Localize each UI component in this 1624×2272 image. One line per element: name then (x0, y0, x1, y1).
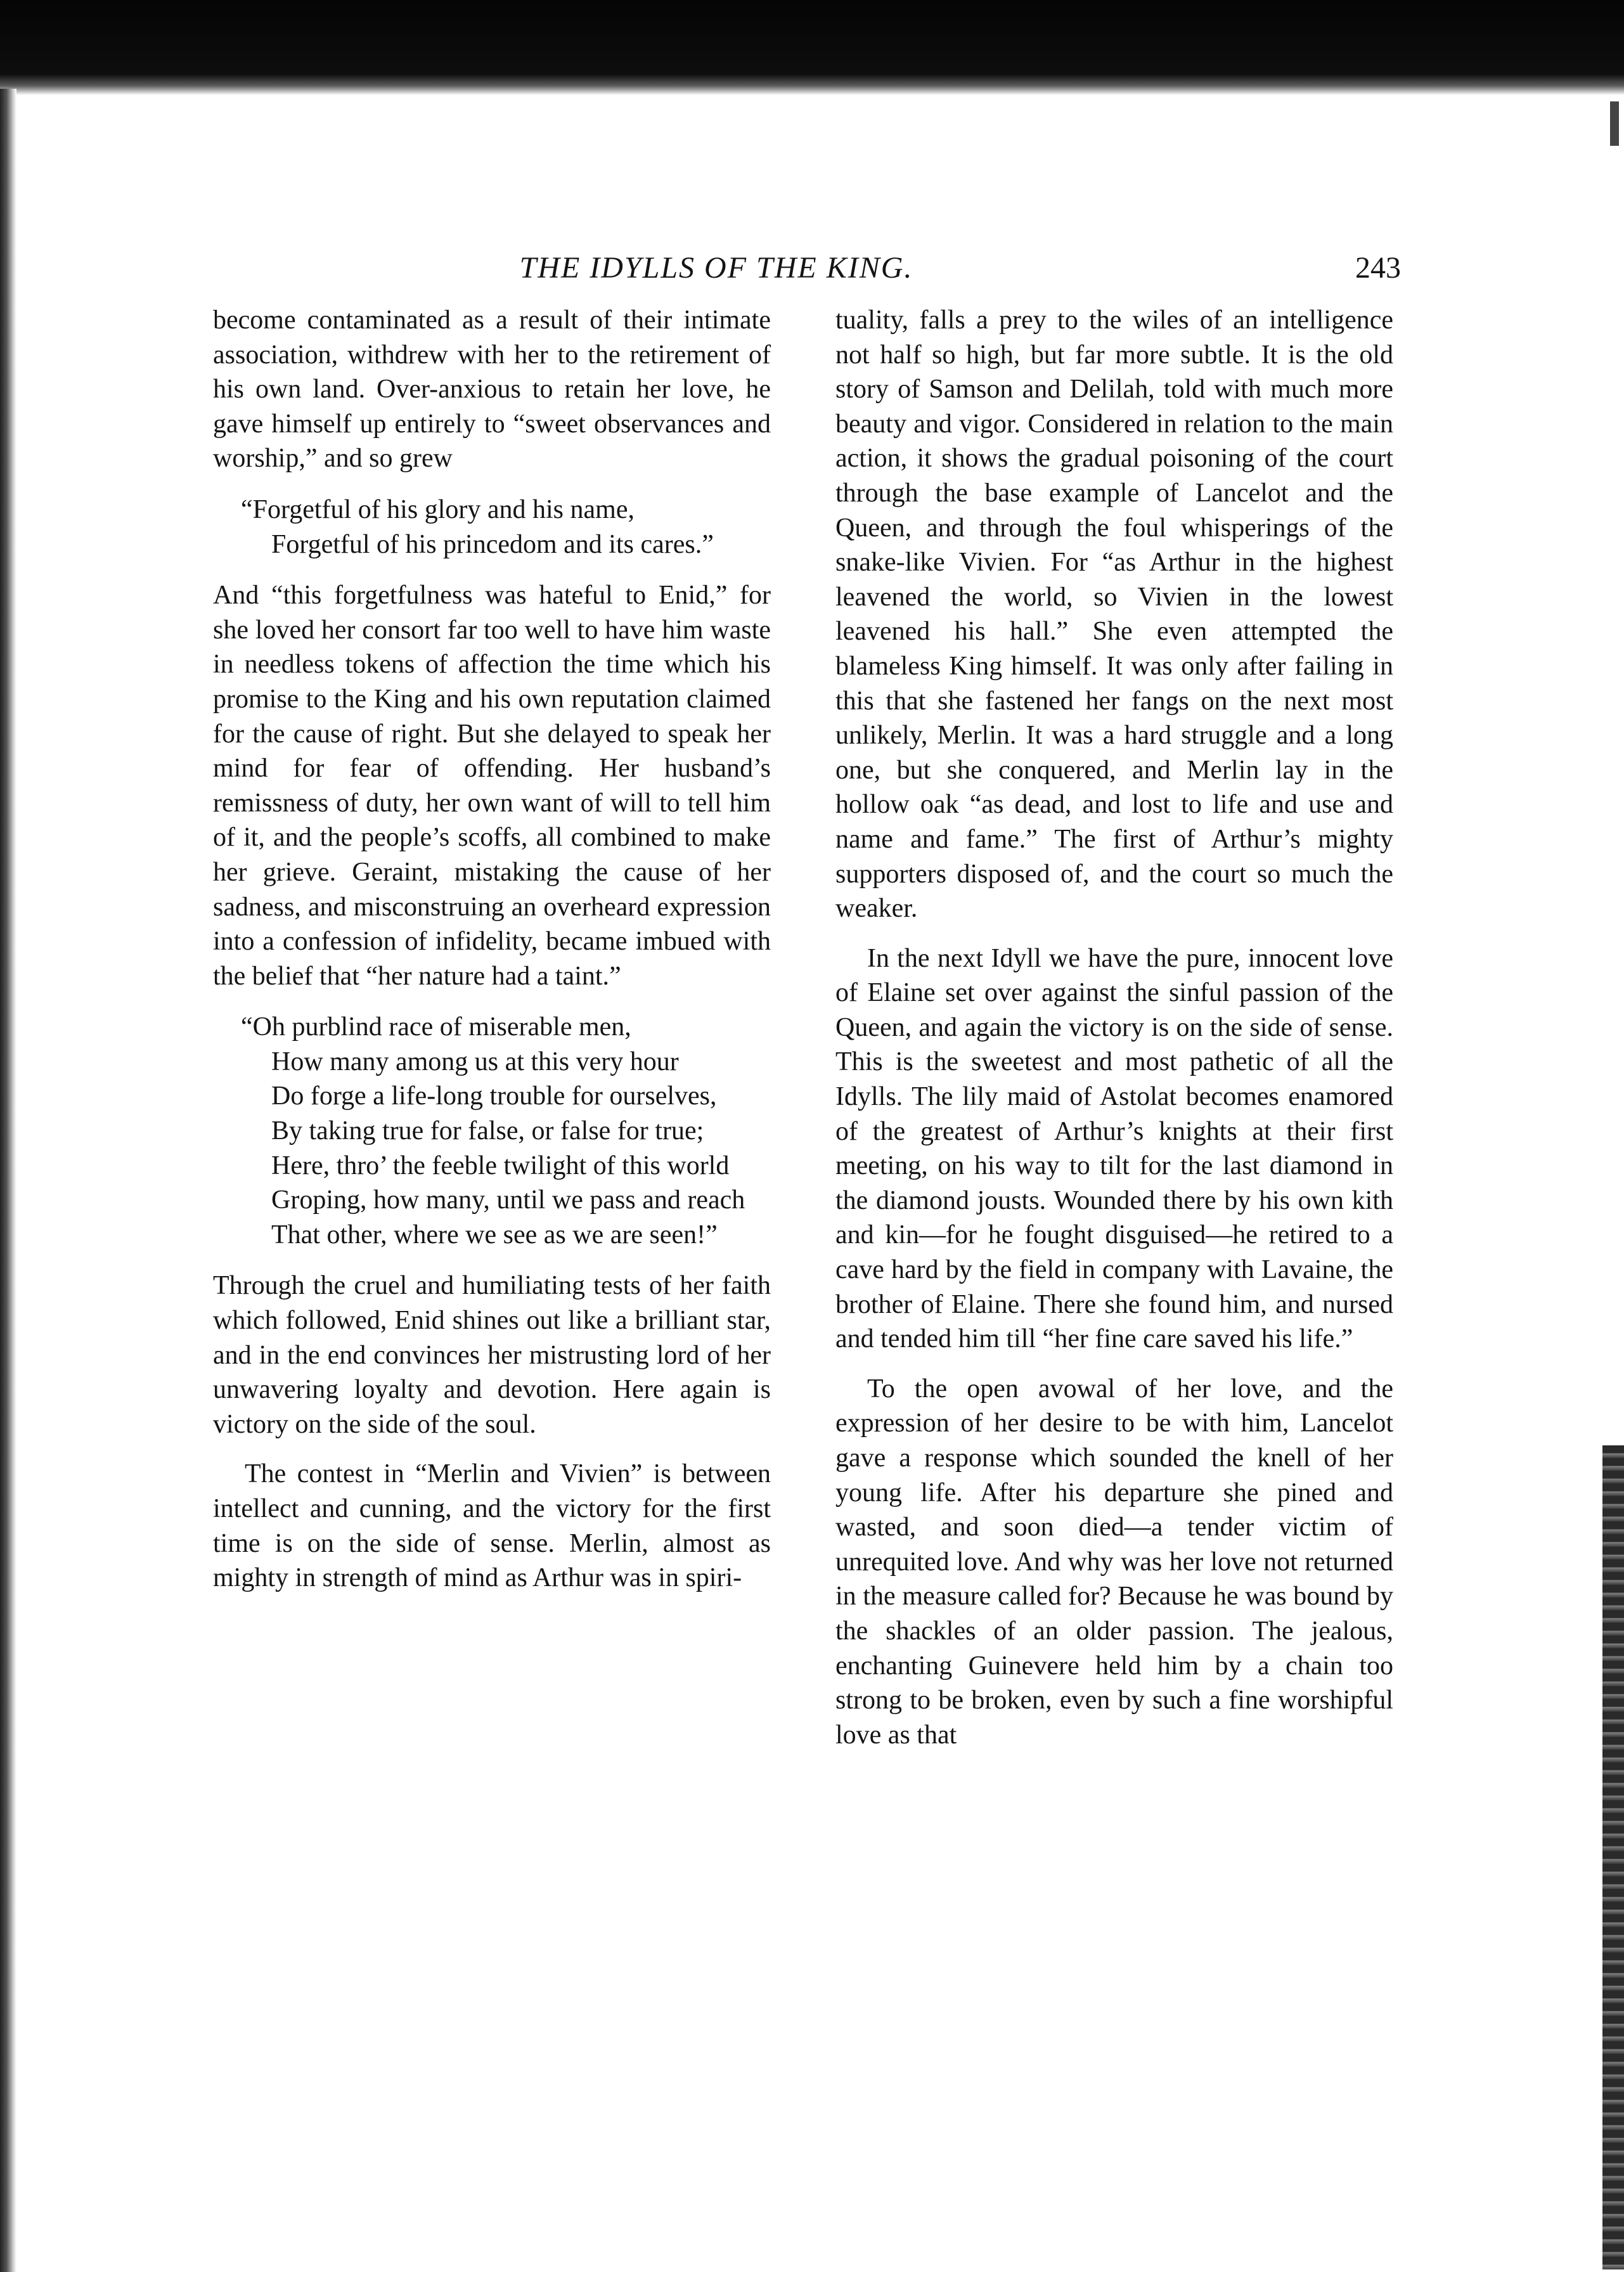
left-paragraph-3: Through the cruel and humiliating tests of her faith which followed, Enid shines out like a brilliant star, and in the end convinces her mistrusting lord of her unwavering loyalty and devotion. Here again is victory on the side of the soul. (213, 1271, 771, 1439)
verse-line: Here, thro’ the feeble twilight of this world (271, 1151, 730, 1180)
scan-right-border (1602, 1445, 1624, 2269)
scan-top-border (0, 0, 1624, 95)
left-paragraph-2: And “this forgetfulness was hateful to Enid,” for she loved her consort far too well to have him waste in needless tokens of affection the time which his promise to the King and his own reputation claimed for the cause of right. But she delayed to speak her mind for fear of offending. Her husband’s remissness of duty, her own want of will to tell him of it, and the people’s scoffs, all combined to make her grieve. Geraint, mistaking the cause of her sadness, and misconstruing an overheard expression into a confession of infidelity, became imbued with the belief that “her nature had a taint.” (213, 581, 771, 991)
scan-margin-mark (1610, 101, 1619, 146)
verse-quote-1 (241, 493, 771, 562)
left-paragraph-4: The contest in “Merlin and Vivien” is between intellect and cunning, and the victory for the first time is on the side of sense. Merlin, almost as mighty in strength of mind as Arthur was in spiri- (213, 1459, 771, 1593)
verse-line: “Forgetful of his glory and his name, (241, 494, 635, 524)
left-paragraph-1: become contaminated as a result of their intimate association, withdrew with her to the retirement of his own land. Over-anxious to retain her love, he gave himself up entirely to “sweet observances and worship,” and so grew (213, 306, 771, 474)
verse-line: Forgetful of his princedom and its cares.” (271, 529, 714, 559)
verse-line: How many among us at this very hour (271, 1047, 679, 1076)
verse-line: Groping, how many, until we pass and reach (271, 1185, 745, 1215)
running-head-title: THE IDYLLS OF THE KING. (519, 251, 913, 285)
right-paragraph-3: To the open avowal of her love, and the expression of her desire to be with him, Lancelot gave a response which sounded the knell of her young life. After his departure she pined and wasted, and soon died—a tender victim of unrequited love. And why was her love not returned in the measure called for? Because he was bound by the shackles of an older passion. The jealous, enchanting Guinevere held him by a chain too strong to be broken, even by such a fine worshipful love as that (835, 1374, 1393, 1750)
verse-quote-2 (241, 1010, 771, 1252)
verse-line: That other, where we see as we are seen!” (271, 1220, 718, 1249)
right-column (835, 303, 1393, 1752)
running-head (260, 246, 1401, 290)
verse-line: “Oh purblind race of miserable men, (241, 1012, 631, 1042)
page-number: 243 (1355, 251, 1401, 285)
scan-left-border (0, 89, 16, 2272)
verse-line: By taking true for false, or false for true; (271, 1116, 704, 1146)
verse-line: Do forge a life-long trouble for ourselves, (271, 1081, 717, 1111)
right-paragraph-1: tuality, falls a prey to the wiles of an intelligence not half so high, but far more subtle. It is the old story of Samson and Delilah, told with much more beauty and vigor. Considered in relation to the main action, it shows the gradual poisoning of the court through the base example of Lancelot and the Queen, and through the foul whisperings of the snake-like Vivien. For “as Arthur in the highest leavened the world, so Vivien in the lowest leavened his hall.” She even attempted the blameless King himself. It was only after failing in this that she fastened her fangs on the next most unlikely, Merlin. It was a hard struggle and a long one, but she conquered, and Merlin lay in the hollow oak “as dead, and lost to life and use and name and fame.” The first of Arthur’s mighty supporters disposed of, and the court so much the weaker. (835, 306, 1393, 924)
right-paragraph-2: In the next Idyll we have the pure, innocent love of Elaine set over against the sinful passion of the Queen, and again the victory is on the side of sense. This is the sweetest and most pathetic of all the Idylls. The lily maid of Astolat becomes enamored of the greatest of Arthur’s knights at their first meeting, on his way to tilt for the last diamond in the diamond jousts. Wounded there by his own kith and kin—for he fought disguised—he retired to a cave hard by the field in company with Lavaine, the brother of Elaine. There she found him, and nursed and tended him till “her fine care saved his life.” (835, 943, 1393, 1354)
left-column (213, 303, 771, 1596)
